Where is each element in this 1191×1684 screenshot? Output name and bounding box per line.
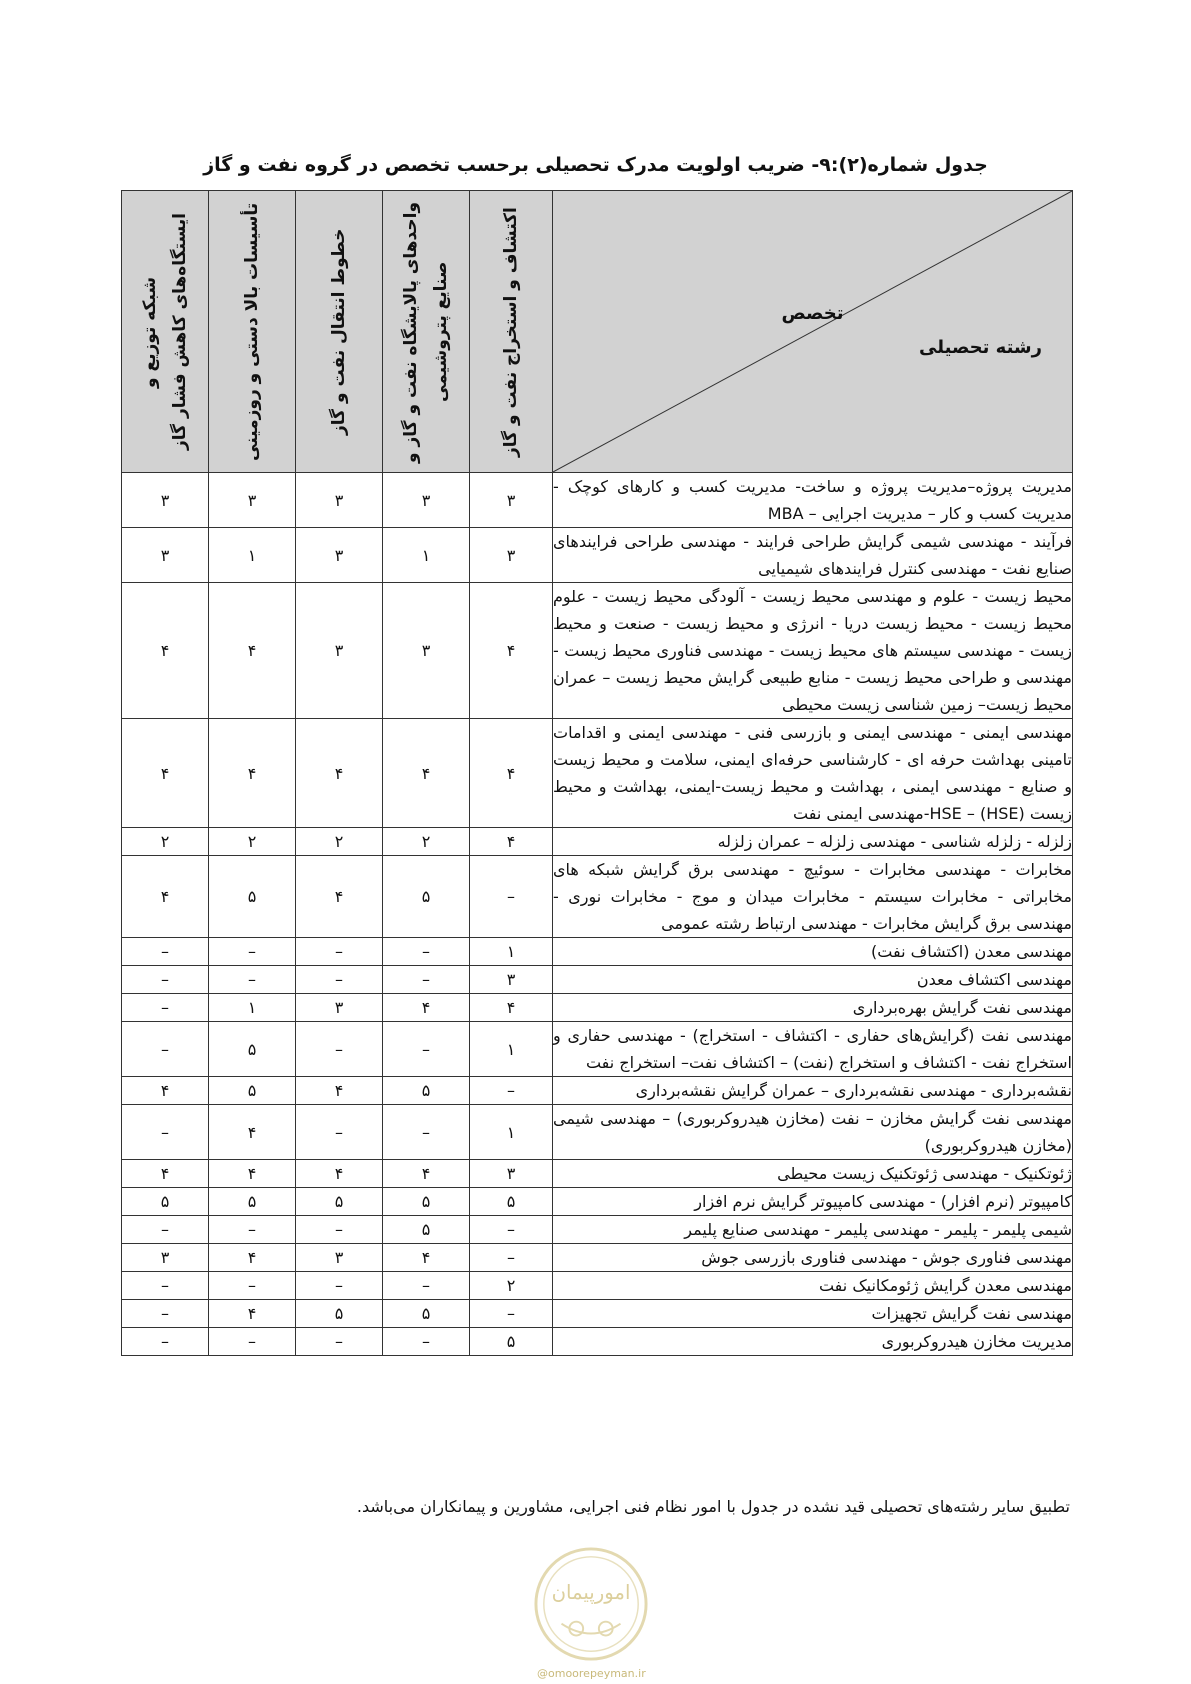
value-cell: ۵ [209,1022,296,1077]
value-cell: – [209,1272,296,1300]
value-cell: ۳ [209,473,296,528]
field-label: رشته تحصیلی [919,337,1042,358]
value-cell: ۲ [296,828,383,856]
table-row [122,473,1073,528]
table-row [122,1022,1073,1077]
value-cell: ۴ [209,1300,296,1328]
value-cell: ۴ [470,828,553,856]
value-cell: ۳ [296,473,383,528]
value-cell: – [470,1077,553,1105]
value-cell: – [383,938,470,966]
value-cell: – [122,1022,209,1077]
table-row [122,828,1073,856]
value-cell: – [383,966,470,994]
table-row [122,1216,1073,1244]
table-row [122,1300,1073,1328]
value-cell: ۴ [296,856,383,938]
value-cell: – [383,1022,470,1077]
value-cell: ۱ [209,528,296,583]
table-row [122,994,1073,1022]
value-cell: ۴ [383,719,470,828]
table-row [122,1272,1073,1300]
field-cell: مدیریت پروژه–مدیریت پروژه و ساخت- مدیریت کسب و کارهای کوچک - مدیریت کسب و کار – مدیریت اجرایی – MBA [553,473,1073,528]
header-category-upstream: تأسیسات بالا دستی و روزمینی [209,191,296,473]
table-row [122,856,1073,938]
value-cell: – [296,1328,383,1356]
field-cell: مهندسی ایمنی - مهندسی ایمنی و بازرسی فنی - مهندسی ایمنی و اقدامات تامینی بهداشت حرفه ای - کارشناسی حرفه‌ای ایمنی، سلامت و محیط زیست و صنایع - مهندسی ایمنی ، بهداشت و محیط زیست-ایمنی، بهداشت و محیط زیست (HSE) – HSE-مهندسی ایمنی نفت [553,719,1073,828]
value-cell: ۴ [122,583,209,719]
value-cell: ۴ [296,1077,383,1105]
field-cell: مهندسی نفت گرایش مخازن – نفت (مخازن هیدروکربوری) – مهندسی شیمی (مخازن هیدروکربوری) [553,1105,1073,1160]
field-cell: مهندسی نفت (گرایش‌های حفاری - اکتشاف - استخراج) - مهندسی حفاری و استخراج نفت - اکتشاف و استخراج (نفت) – اکتشاف نفت– استخراج نفت [553,1022,1073,1077]
value-cell: ۵ [470,1328,553,1356]
value-cell: ۴ [470,583,553,719]
seal-logo [532,1545,650,1663]
table-title: جدول شماره(۲):۹- ضریب اولویت مدرک تحصیلی برحسب تخصص در گروه نفت و گاز [203,154,988,176]
value-cell: ۴ [122,719,209,828]
value-cell: – [296,1216,383,1244]
value-cell: – [209,966,296,994]
specialty-label: تخصص [781,303,844,324]
table-row [122,528,1073,583]
value-cell: – [122,966,209,994]
field-cell: مخابرات - مهندسی مخابرات - سوئیچ - مهندسی برق گرایش شبکه های مخابراتی - مخابرات سیستم - مخابرات میدان و موج - مخابرات نوری - مهندسی برق گرایش مخابرات - مهندسی ارتباط رشته عمومی [553,856,1073,938]
value-cell: ۱ [470,1105,553,1160]
value-cell: – [296,1022,383,1077]
header-corner-cell [553,191,1073,473]
table-body [122,473,1073,1356]
header-category-pipelines: خطوط انتقال نفت و گاز [296,191,383,473]
value-cell: ۱ [470,1022,553,1077]
value-cell: – [209,938,296,966]
field-cell: مهندسی نفت گرایش بهره‌برداری [553,994,1073,1022]
value-cell: – [470,1300,553,1328]
table-row [122,1328,1073,1356]
table-row [122,1160,1073,1188]
value-cell: ۴ [296,719,383,828]
value-cell: ۴ [209,583,296,719]
value-cell: – [122,1272,209,1300]
priority-table [121,190,1073,1356]
value-cell: ۴ [470,994,553,1022]
value-cell: ۵ [383,1216,470,1244]
value-cell: ۲ [383,828,470,856]
value-cell: ۴ [209,1105,296,1160]
value-cell: ۴ [209,1160,296,1188]
value-cell: ۳ [122,473,209,528]
field-cell: مهندسی معدن گرایش ژئومکانیک نفت [553,1272,1073,1300]
value-cell: – [122,994,209,1022]
header-category-refinery: واحدهای پالایشگاه نفت و گاز و صنایع پتروشیمی [383,191,470,473]
table-row [122,1105,1073,1160]
field-cell: نقشه‌برداری - مهندسی نقشه‌برداری – عمران گرایش نقشه‌برداری [553,1077,1073,1105]
table-row [122,938,1073,966]
field-cell: کامپیوتر (نرم افزار) - مهندسی کامپیوتر گرایش نرم افزار [553,1188,1073,1216]
value-cell: ۴ [209,719,296,828]
value-cell: ۵ [209,856,296,938]
field-cell: شیمی پلیمر - پلیمر - مهندسی پلیمر - مهندسی صنایع پلیمر [553,1216,1073,1244]
table-row [122,1244,1073,1272]
value-cell: – [383,1328,470,1356]
corner-diagonal [553,191,1072,472]
value-cell: – [296,938,383,966]
header-category-exploration: اکتشاف و استخراج نفت و گاز [470,191,553,473]
value-cell: ۳ [122,528,209,583]
value-cell: ۵ [209,1188,296,1216]
watermark-handle: @omoorepeyman.ir [537,1667,646,1680]
value-cell: ۴ [470,719,553,828]
value-cell: ۵ [383,1188,470,1216]
table-row [122,966,1073,994]
value-cell: – [296,966,383,994]
value-cell: ۲ [470,1272,553,1300]
value-cell: – [470,1244,553,1272]
value-cell: ۴ [209,1244,296,1272]
value-cell: – [383,1105,470,1160]
value-cell: ۴ [122,856,209,938]
value-cell: – [209,1216,296,1244]
table-row [122,719,1073,828]
value-cell: ۱ [470,938,553,966]
field-cell: مهندسی نفت گرایش تجهیزات [553,1300,1073,1328]
value-cell: – [470,1216,553,1244]
field-cell: زلزله - زلزله شناسی - مهندسی زلزله – عمران زلزله [553,828,1073,856]
header-category-distribution: شبکه توزیع و ایستگاه‌های کاهش فشار گاز [122,191,209,473]
table-row [122,1188,1073,1216]
value-cell: ۵ [383,1300,470,1328]
field-cell: مهندسی اکتشاف معدن [553,966,1073,994]
value-cell: ۳ [470,1160,553,1188]
value-cell: ۳ [296,583,383,719]
value-cell: ۴ [296,1160,383,1188]
footer-note: تطبیق سایر رشته‌های تحصیلی قید نشده در جدول با امور نظام فنی اجرایی، مشاورین و پیمانکاران می‌باشد. [356,1497,1070,1516]
table-row [122,583,1073,719]
value-cell: ۳ [296,528,383,583]
value-cell: ۵ [470,1188,553,1216]
value-cell: ۴ [122,1077,209,1105]
value-cell: ۲ [122,828,209,856]
value-cell: ۱ [383,528,470,583]
value-cell: ۵ [296,1188,383,1216]
field-cell: مدیریت مخازن هیدروکربوری [553,1328,1073,1356]
value-cell: – [122,1105,209,1160]
field-cell: محیط زیست - علوم و مهندسی محیط زیست - آلودگی محیط زیست - علوم محیط زیست - محیط زیست دریا - انرژی و محیط زیست - صنعت و محیط زیست - مهندسی سیستم های محیط زیست - مهندسی فناوری محیط زیست - مهندسی و طراحی محیط زیست - منابع طبیعی گرایش محیط زیست – عمران محیط زیست– زمین شناسی زیست محیطی [553,583,1073,719]
value-cell: – [470,856,553,938]
value-cell: ۵ [296,1300,383,1328]
value-cell: ۴ [383,1160,470,1188]
value-cell: ۲ [209,828,296,856]
value-cell: ۵ [209,1077,296,1105]
table-row [122,1077,1073,1105]
value-cell: ۳ [470,528,553,583]
field-cell: مهندسی فناوری جوش - مهندسی فناوری بازرسی جوش [553,1244,1073,1272]
field-cell: فرآیند - مهندسی شیمی گرایش طراحی فرایند - مهندسی طراحی فرایندهای صنایع نفت - مهندسی کنترل فرایندهای شیمیایی [553,528,1073,583]
value-cell: ۳ [383,583,470,719]
value-cell: ۵ [122,1188,209,1216]
value-cell: ۳ [296,994,383,1022]
value-cell: – [296,1105,383,1160]
value-cell: ۳ [296,1244,383,1272]
value-cell: ۴ [383,994,470,1022]
field-cell: مهندسی معدن (اکتشاف نفت) [553,938,1073,966]
value-cell: ۴ [383,1244,470,1272]
value-cell: – [122,1216,209,1244]
value-cell: ۳ [470,473,553,528]
value-cell: – [122,1300,209,1328]
table-header-row [122,191,1073,473]
value-cell: – [122,1328,209,1356]
value-cell: ۳ [470,966,553,994]
value-cell: ۴ [122,1160,209,1188]
value-cell: – [296,1272,383,1300]
value-cell: – [122,938,209,966]
value-cell: ۱ [209,994,296,1022]
value-cell: – [383,1272,470,1300]
value-cell: ۳ [383,473,470,528]
field-cell: ژئوتکنیک - مهندسی ژئوتکنیک زیست محیطی [553,1160,1073,1188]
value-cell: – [209,1328,296,1356]
value-cell: ۳ [122,1244,209,1272]
value-cell: ۵ [383,1077,470,1105]
value-cell: ۵ [383,856,470,938]
seal-text: امورپیمان [551,1581,631,1605]
